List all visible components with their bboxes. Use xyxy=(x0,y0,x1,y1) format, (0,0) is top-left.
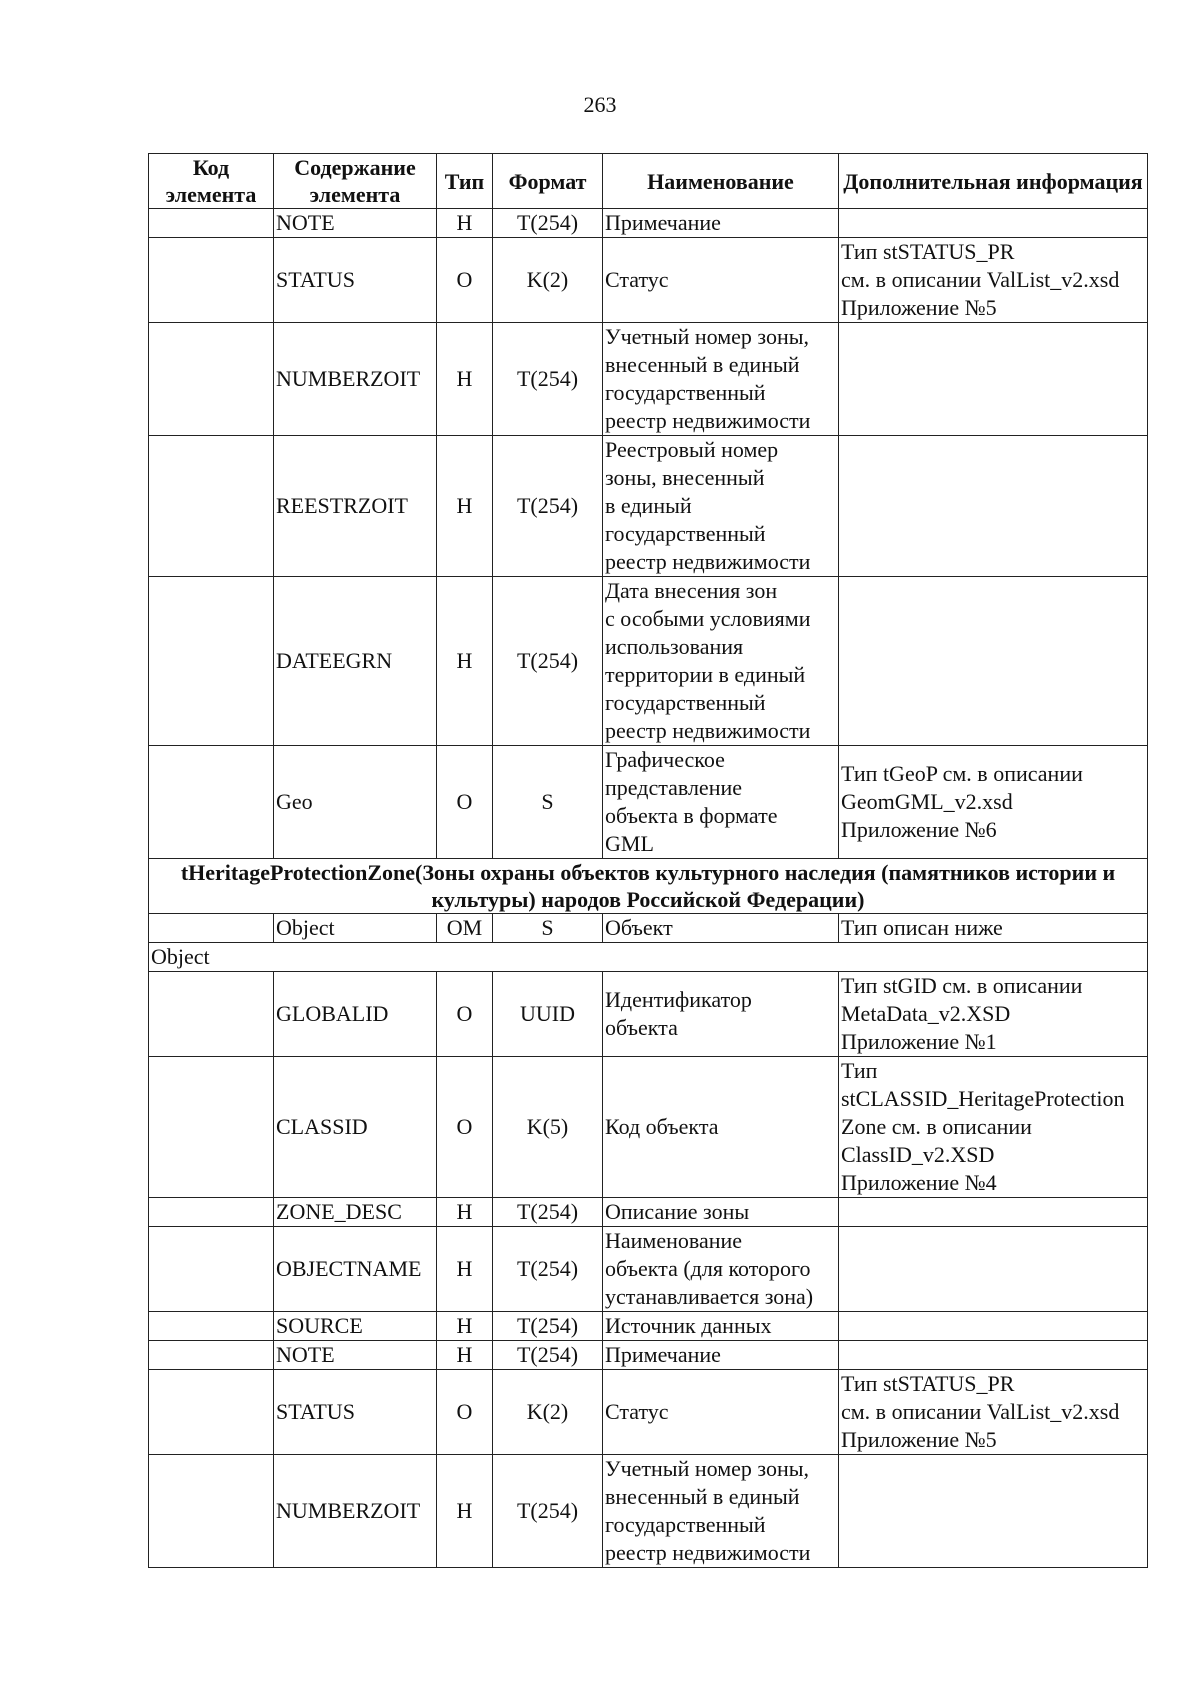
cell-format: K(2) xyxy=(493,1370,603,1455)
cell-code xyxy=(149,1227,274,1312)
header-code: Код элемента xyxy=(149,154,274,209)
cell-name: Дата внесения зон с особыми условиями использования территории в единый государственный реестр недвижимости xyxy=(603,577,839,746)
cell-name: Примечание xyxy=(603,1341,839,1370)
cell-format: T(254) xyxy=(493,1312,603,1341)
cell-name: Наименование объекта (для которого устанавливается зона) xyxy=(603,1227,839,1312)
cell-content: GLOBALID xyxy=(274,972,437,1057)
cell-format: K(5) xyxy=(493,1057,603,1198)
cell-name: Статус xyxy=(603,238,839,323)
cell-code xyxy=(149,577,274,746)
cell-content: SOURCE xyxy=(274,1312,437,1341)
table-row xyxy=(149,1455,1148,1568)
cell-content: NOTE xyxy=(274,209,437,238)
cell-info xyxy=(839,1455,1148,1568)
cell-format: T(254) xyxy=(493,323,603,436)
cell-code xyxy=(149,1341,274,1370)
cell-type: Н xyxy=(437,1341,493,1370)
cell-code xyxy=(149,1057,274,1198)
cell-info xyxy=(839,1227,1148,1312)
cell-type: Н xyxy=(437,323,493,436)
cell-info xyxy=(839,209,1148,238)
cell-code xyxy=(149,238,274,323)
cell-content: DATEEGRN xyxy=(274,577,437,746)
cell-type: О xyxy=(437,1057,493,1198)
cell-name: Описание зоны xyxy=(603,1198,839,1227)
section-group xyxy=(149,859,1148,972)
cell-name: Источник данных xyxy=(603,1312,839,1341)
cell-content: STATUS xyxy=(274,1370,437,1455)
table-row xyxy=(149,1341,1148,1370)
cell-code xyxy=(149,209,274,238)
table-row xyxy=(149,577,1148,746)
cell-info: Тип stCLASSID_HeritageProtection Zone см. в описании ClassID_v2.XSD Приложение №4 xyxy=(839,1057,1148,1198)
object-row-format: S xyxy=(493,914,603,943)
cell-code xyxy=(149,1198,274,1227)
table-row xyxy=(149,972,1148,1057)
cell-format: T(254) xyxy=(493,577,603,746)
cell-format: T(254) xyxy=(493,1455,603,1568)
cell-content: OBJECTNAME xyxy=(274,1227,437,1312)
cell-format: T(254) xyxy=(493,436,603,577)
cell-content: REESTRZOIT xyxy=(274,436,437,577)
cell-content: STATUS xyxy=(274,238,437,323)
cell-code xyxy=(149,746,274,859)
cell-name: Учетный номер зоны, внесенный в единый государственный реестр недвижимости xyxy=(603,1455,839,1568)
cell-info xyxy=(839,1341,1148,1370)
cell-code xyxy=(149,323,274,436)
cell-type: Н xyxy=(437,1312,493,1341)
header-row xyxy=(149,154,1148,209)
object-label: Object xyxy=(149,943,1148,972)
cell-info xyxy=(839,1198,1148,1227)
cell-name: Идентификатор объекта xyxy=(603,972,839,1057)
cell-code xyxy=(149,1370,274,1455)
cell-info: Тип tGeoP см. в описании GeomGML_v2.xsd Приложение №6 xyxy=(839,746,1148,859)
header-type: Тип xyxy=(437,154,493,209)
table-body-second xyxy=(149,972,1148,1568)
cell-type: Н xyxy=(437,577,493,746)
cell-code xyxy=(149,972,274,1057)
element-table xyxy=(148,153,1148,1568)
table-row xyxy=(149,746,1148,859)
page-number: 263 xyxy=(583,92,617,117)
table-row xyxy=(149,1312,1148,1341)
cell-name: Код объекта xyxy=(603,1057,839,1198)
cell-format: T(254) xyxy=(493,209,603,238)
cell-format: K(2) xyxy=(493,238,603,323)
cell-info: Тип stGID см. в описании MetaData_v2.XSD Приложение №1 xyxy=(839,972,1148,1057)
object-row-name: Объект xyxy=(603,914,839,943)
cell-content: Geo xyxy=(274,746,437,859)
header-format: Формат xyxy=(493,154,603,209)
object-label-row xyxy=(149,943,1148,972)
cell-name: Статус xyxy=(603,1370,839,1455)
cell-format: T(254) xyxy=(493,1341,603,1370)
object-row-type: ОМ xyxy=(437,914,493,943)
cell-content: CLASSID xyxy=(274,1057,437,1198)
cell-name: Реестровый номер зоны, внесенный в единый государственный реестр недвижимости xyxy=(603,436,839,577)
cell-content: NUMBERZOIT xyxy=(274,323,437,436)
header-name: Наименование xyxy=(603,154,839,209)
cell-type: Н xyxy=(437,1455,493,1568)
cell-format: S xyxy=(493,746,603,859)
cell-code xyxy=(149,436,274,577)
cell-content: NOTE xyxy=(274,1341,437,1370)
cell-name: Примечание xyxy=(603,209,839,238)
cell-info: Тип stSTATUS_PR см. в описании ValList_v2.xsd Приложение №5 xyxy=(839,1370,1148,1455)
cell-type: О xyxy=(437,746,493,859)
cell-type: Н xyxy=(437,1227,493,1312)
cell-info xyxy=(839,323,1148,436)
section-title: tHeritageProtectionZone(Зоны охраны объектов культурного наследия (памятников истории и культуры) народов Российской Федерации) xyxy=(149,859,1148,914)
table-row xyxy=(149,1057,1148,1198)
table-row xyxy=(149,238,1148,323)
table-row xyxy=(149,436,1148,577)
cell-code xyxy=(149,1455,274,1568)
cell-info: Тип stSTATUS_PR см. в описании ValList_v2.xsd Приложение №5 xyxy=(839,238,1148,323)
table-row xyxy=(149,323,1148,436)
cell-code xyxy=(149,1312,274,1341)
cell-type: О xyxy=(437,972,493,1057)
cell-info xyxy=(839,577,1148,746)
object-row-info: Тип описан ниже xyxy=(839,914,1148,943)
cell-content: ZONE_DESC xyxy=(274,1198,437,1227)
table-row xyxy=(149,209,1148,238)
table-body-first xyxy=(149,209,1148,859)
object-row xyxy=(149,914,1148,943)
cell-content: NUMBERZOIT xyxy=(274,1455,437,1568)
header-content: Содержание элемента xyxy=(274,154,437,209)
section-row xyxy=(149,859,1148,914)
object-row-code xyxy=(149,914,274,943)
cell-format: T(254) xyxy=(493,1198,603,1227)
object-row-content: Object xyxy=(274,914,437,943)
cell-type: О xyxy=(437,238,493,323)
cell-format: T(254) xyxy=(493,1227,603,1312)
cell-type: Н xyxy=(437,436,493,577)
cell-type: Н xyxy=(437,1198,493,1227)
table-row xyxy=(149,1198,1148,1227)
cell-format: UUID xyxy=(493,972,603,1057)
table-row xyxy=(149,1227,1148,1312)
cell-type: Н xyxy=(437,209,493,238)
cell-name: Графическое представление объекта в формате GML xyxy=(603,746,839,859)
cell-type: О xyxy=(437,1370,493,1455)
header-info: Дополнительная информация xyxy=(839,154,1148,209)
cell-info xyxy=(839,436,1148,577)
table-row xyxy=(149,1370,1148,1455)
cell-info xyxy=(839,1312,1148,1341)
cell-name: Учетный номер зоны, внесенный в единый государственный реестр недвижимости xyxy=(603,323,839,436)
